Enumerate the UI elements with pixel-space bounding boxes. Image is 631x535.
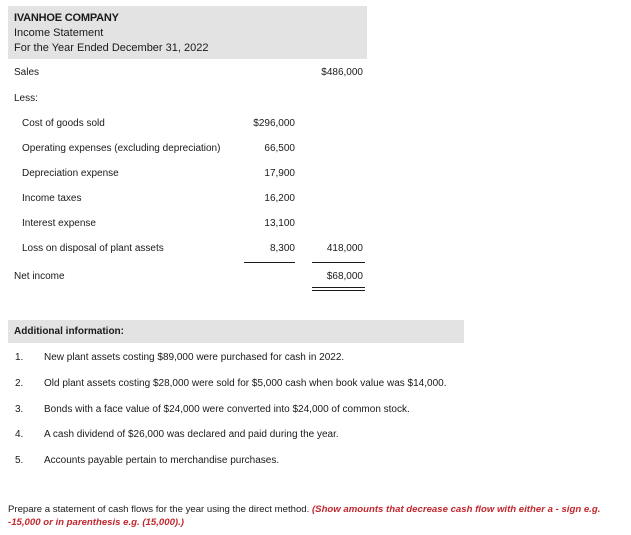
company-name: IVANHOE COMPANY [14, 12, 119, 24]
list-item-number: 4. [15, 429, 24, 440]
statement-period: For the Year Ended December 31, 2022 [14, 42, 209, 54]
expense-label: Cost of goods sold [22, 118, 105, 129]
net-income-double-rule-top [312, 287, 365, 288]
expense-value: 13,100 [264, 218, 295, 229]
additional-info-header [8, 320, 464, 343]
additional-info-title: Additional information: [14, 326, 124, 337]
expense-value: 16,200 [264, 193, 295, 204]
expense-value: 66,500 [264, 143, 295, 154]
list-item-text: New plant assets costing $89,000 were purchased for cash in 2022. [44, 352, 345, 363]
expense-label: Interest expense [22, 218, 96, 229]
instructions [8, 503, 618, 529]
statement-title: Income Statement [14, 27, 104, 39]
list-item-number: 5. [15, 455, 24, 466]
expense-label: Income taxes [22, 193, 82, 204]
net-income-label: Net income [14, 271, 65, 282]
sales-value: $486,000 [321, 67, 363, 78]
expense-label: Depreciation expense [22, 168, 119, 179]
sales-label: Sales [14, 67, 40, 78]
total-expenses-value: 418,000 [326, 243, 363, 254]
instructions-note: (Show amounts that decrease cash flow with either a - sign e.g. -15,000 or in parenthesis e.g. (15,000).) [8, 504, 601, 528]
statement-header [8, 6, 367, 59]
net-income-double-rule-bottom [312, 290, 365, 291]
subtotal-rule [244, 262, 295, 263]
net-income-value: $68,000 [326, 271, 363, 282]
list-item-text: A cash dividend of $26,000 was declared and paid during the year. [44, 429, 339, 440]
list-item-text: Bonds with a face value of $24,000 were converted into $24,000 of common stock. [44, 404, 410, 415]
expense-value: 17,900 [264, 168, 295, 179]
instructions-main: Prepare a statement of cash flows for the year using the direct method. [8, 504, 312, 515]
list-item-text: Accounts payable pertain to merchandise purchases. [44, 455, 280, 466]
less-label: Less: [14, 93, 38, 104]
list-item-number: 2. [15, 378, 24, 389]
list-item-number: 3. [15, 404, 24, 415]
total-rule [312, 262, 365, 263]
expense-value: $296,000 [253, 118, 295, 129]
list-item-text: Old plant assets costing $28,000 were sold for $5,000 cash when book value was $14,000. [44, 378, 447, 389]
expense-label: Operating expenses (excluding depreciation) [22, 143, 221, 154]
list-item-number: 1. [15, 352, 24, 363]
expense-label: Loss on disposal of plant assets [22, 243, 164, 254]
expense-value: 8,300 [269, 243, 295, 254]
